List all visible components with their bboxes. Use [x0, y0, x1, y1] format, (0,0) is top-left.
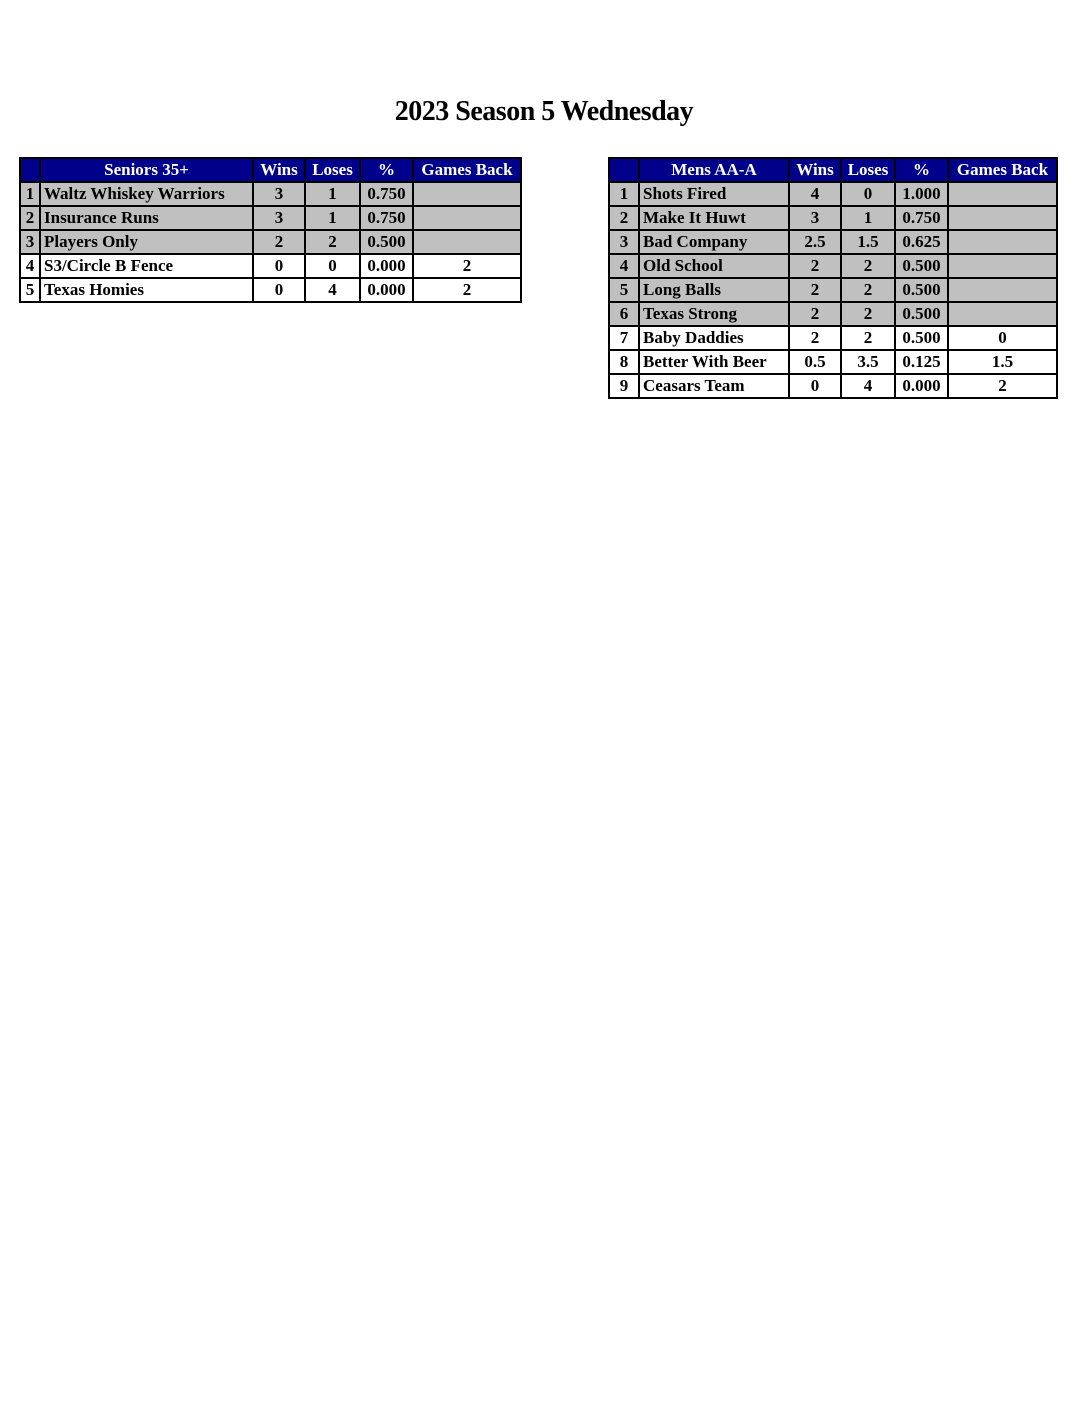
wins-cell: 2 — [253, 230, 305, 254]
games-back-cell — [948, 230, 1057, 254]
loses-cell: 4 — [841, 374, 895, 398]
loses-cell: 0 — [305, 254, 360, 278]
table-row — [609, 206, 1057, 230]
mens-standings-table — [608, 157, 1058, 399]
rank-cell: 4 — [609, 254, 639, 278]
games-back-cell: 2 — [948, 374, 1057, 398]
table-row — [609, 254, 1057, 278]
loses-cell: 2 — [841, 326, 895, 350]
wins-cell: 2 — [789, 326, 841, 350]
wins-header: Wins — [253, 158, 305, 182]
pct-cell: 0.000 — [360, 254, 413, 278]
rank-cell: 6 — [609, 302, 639, 326]
pct-cell: 0.000 — [895, 374, 948, 398]
table-row — [609, 230, 1057, 254]
table-row — [609, 278, 1057, 302]
games-back-cell — [948, 206, 1057, 230]
loses-header: Loses — [841, 158, 895, 182]
team-name-cell: Make It Huwt — [639, 206, 789, 230]
wins-cell: 0 — [253, 254, 305, 278]
wins-cell: 3 — [253, 182, 305, 206]
loses-cell: 2 — [841, 254, 895, 278]
pct-header: % — [895, 158, 948, 182]
team-name-cell: Ceasars Team — [639, 374, 789, 398]
table-row — [609, 374, 1057, 398]
pct-cell: 0.750 — [360, 206, 413, 230]
rank-cell: 1 — [20, 182, 40, 206]
games-back-cell — [948, 302, 1057, 326]
pct-cell: 0.500 — [895, 326, 948, 350]
rank-cell: 2 — [609, 206, 639, 230]
games-back-cell: 1.5 — [948, 350, 1057, 374]
team-name-cell: Long Balls — [639, 278, 789, 302]
pct-cell: 0.500 — [895, 302, 948, 326]
rank-header — [609, 158, 639, 182]
rank-cell: 4 — [20, 254, 40, 278]
table-row — [609, 182, 1057, 206]
rank-header — [20, 158, 40, 182]
games-back-cell: 0 — [948, 326, 1057, 350]
pct-cell: 0.500 — [360, 230, 413, 254]
rank-cell: 5 — [609, 278, 639, 302]
wins-cell: 0 — [789, 374, 841, 398]
loses-cell: 1 — [305, 206, 360, 230]
games-back-cell — [413, 182, 521, 206]
pct-cell: 0.500 — [895, 278, 948, 302]
loses-header: Loses — [305, 158, 360, 182]
wins-cell: 4 — [789, 182, 841, 206]
loses-cell: 0 — [841, 182, 895, 206]
pct-cell: 1.000 — [895, 182, 948, 206]
games-back-cell — [413, 230, 521, 254]
loses-cell: 3.5 — [841, 350, 895, 374]
team-name-cell: Old School — [639, 254, 789, 278]
wins-cell: 0.5 — [789, 350, 841, 374]
team-name-cell: Insurance Runs — [40, 206, 253, 230]
pct-cell: 0.750 — [895, 206, 948, 230]
team-name-cell: Better With Beer — [639, 350, 789, 374]
table-row — [20, 206, 521, 230]
games-back-cell — [948, 254, 1057, 278]
rank-cell: 8 — [609, 350, 639, 374]
header-row — [609, 158, 1057, 182]
pct-cell: 0.625 — [895, 230, 948, 254]
games-back-header: Games Back — [413, 158, 521, 182]
loses-cell: 2 — [841, 278, 895, 302]
page-title: 2023 Season 5 Wednesday — [394, 96, 694, 127]
games-back-cell: 2 — [413, 254, 521, 278]
team-name-cell: Bad Company — [639, 230, 789, 254]
table-row — [20, 182, 521, 206]
games-back-cell — [948, 278, 1057, 302]
games-back-cell — [413, 206, 521, 230]
rank-cell: 1 — [609, 182, 639, 206]
rank-cell: 2 — [20, 206, 40, 230]
pct-cell: 0.000 — [360, 278, 413, 302]
wins-cell: 2 — [789, 302, 841, 326]
division-header: Mens AA-A — [639, 158, 789, 182]
table-row — [20, 230, 521, 254]
table-row — [609, 302, 1057, 326]
wins-cell: 2 — [789, 278, 841, 302]
rank-cell: 3 — [20, 230, 40, 254]
wins-cell: 3 — [253, 206, 305, 230]
wins-cell: 2.5 — [789, 230, 841, 254]
loses-cell: 1 — [305, 182, 360, 206]
pct-cell: 0.750 — [360, 182, 413, 206]
rank-cell: 9 — [609, 374, 639, 398]
team-name-cell: Players Only — [40, 230, 253, 254]
seniors-standings-table — [19, 157, 522, 303]
table-row — [20, 254, 521, 278]
pct-cell: 0.125 — [895, 350, 948, 374]
team-name-cell: S3/Circle B Fence — [40, 254, 253, 278]
loses-cell: 1 — [841, 206, 895, 230]
rank-cell: 7 — [609, 326, 639, 350]
team-name-cell: Texas Strong — [639, 302, 789, 326]
rank-cell: 5 — [20, 278, 40, 302]
table-row — [609, 350, 1057, 374]
games-back-cell — [948, 182, 1057, 206]
games-back-cell: 2 — [413, 278, 521, 302]
pct-cell: 0.500 — [895, 254, 948, 278]
wins-cell: 3 — [789, 206, 841, 230]
wins-cell: 0 — [253, 278, 305, 302]
team-name-cell: Waltz Whiskey Warriors — [40, 182, 253, 206]
team-name-cell: Baby Daddies — [639, 326, 789, 350]
pct-header: % — [360, 158, 413, 182]
loses-cell: 1.5 — [841, 230, 895, 254]
wins-cell: 2 — [789, 254, 841, 278]
loses-cell: 4 — [305, 278, 360, 302]
rank-cell: 3 — [609, 230, 639, 254]
loses-cell: 2 — [305, 230, 360, 254]
team-name-cell: Texas Homies — [40, 278, 253, 302]
loses-cell: 2 — [841, 302, 895, 326]
table-row — [609, 326, 1057, 350]
header-row — [20, 158, 521, 182]
games-back-header: Games Back — [948, 158, 1057, 182]
division-header: Seniors 35+ — [40, 158, 253, 182]
table-row — [20, 278, 521, 302]
wins-header: Wins — [789, 158, 841, 182]
team-name-cell: Shots Fired — [639, 182, 789, 206]
